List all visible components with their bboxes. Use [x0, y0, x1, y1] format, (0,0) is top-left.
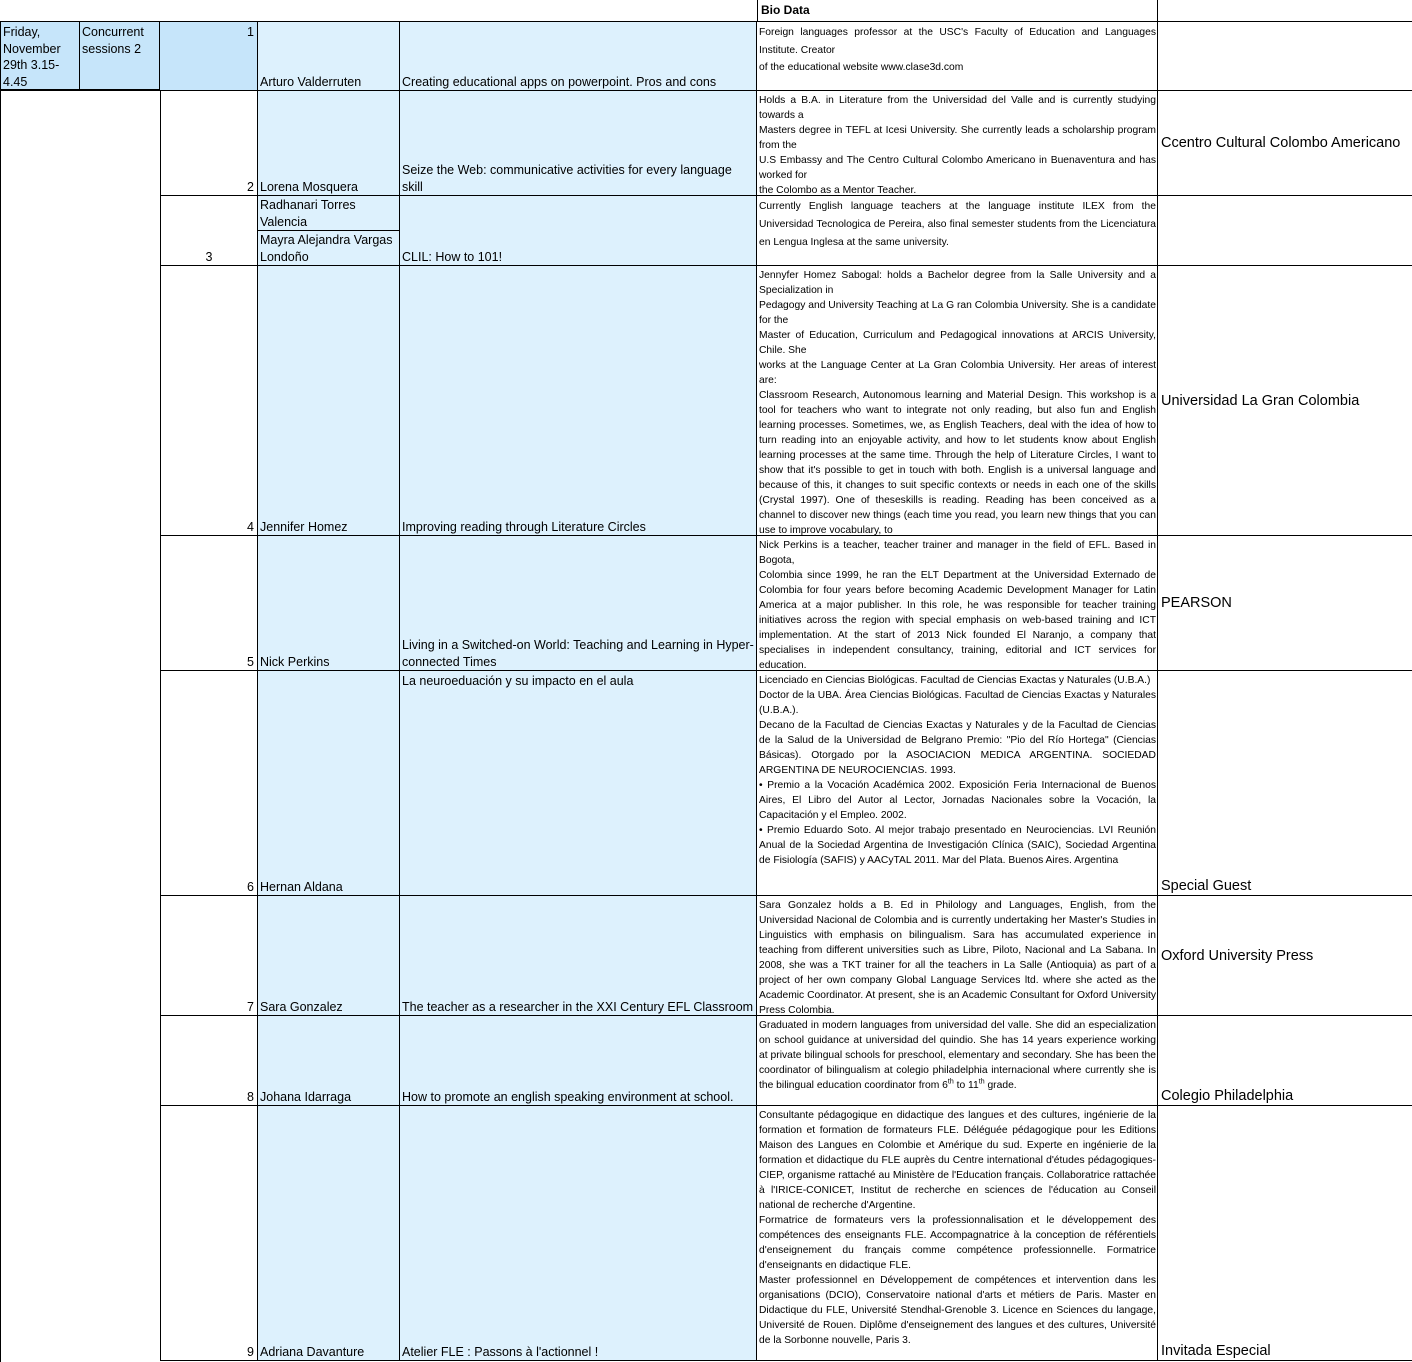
row-number-text: 7: [247, 999, 254, 1014]
session-title-text: Seize the Web: communicative activities for every language skill: [402, 163, 732, 194]
affiliation: [1158, 91, 1412, 196]
session-title: [400, 22, 757, 91]
session-title: [400, 896, 757, 1016]
row-number: [160, 536, 258, 671]
affiliation-text: Special Guest: [1161, 878, 1252, 894]
session-title-text: CLIL: How to 101!: [402, 249, 503, 264]
bio-paragraph: Master professionnel en Développement de compétences et intervention dans les organisations (DCIO), Conservatoire national d'arts et métiers de Paris. Master en Didactique du FLE, Université Stendhal-Grenoble 3. Licence en Sciences du langage, Université de Rouen. Diplôme d'enseignement des langues et des cultures, Université de la Sorbonne nouvelle, Paris 3.: [759, 1275, 1156, 1346]
speaker-name-text: Lorena Mosquera: [260, 179, 358, 194]
speaker-name: [258, 91, 400, 196]
header-blank-right: [1158, 0, 1412, 22]
session-title: [400, 1016, 757, 1106]
speaker-name: [258, 22, 400, 91]
affiliation-text: Colegio Philadelphia: [1161, 1088, 1294, 1104]
bio-paragraph: Master of Education, Curriculum and Pedagogical innovations at ARCIS University, Chile. She: [759, 330, 1156, 356]
bio-paragraph: Licenciado en Ciencias Biológicas. Facultad de Ciencias Exactas y Naturales (U.B.A.): [759, 675, 1151, 686]
session-title-text: Creating educational apps on powerpoint. Pros and cons: [402, 74, 717, 89]
bio-paragraph: Formatrice de formateurs vers la professionnalisation et le développement des compétences des enseignants FLE. Accompagnatrice à la conception de référentiels d'enseignement du français comme compétence professionnelle. Formatrice d'enseignants en didactique FLE.: [759, 1215, 1156, 1271]
session-title: [400, 91, 757, 196]
row-number: [160, 1106, 258, 1361]
bio-paragraph: Currently English language teachers at the language institute ILEX from the Universidad Tecnologica de Pereira, also final semester students from the Licenciatura en Lengua Inglesa at the same university.: [759, 201, 1156, 248]
speaker-name: [258, 896, 400, 1016]
bio-paragraph: Masters degree in TEFL at Icesi University. She currently leads a scholarship program from the: [759, 125, 1156, 151]
affiliation: [1158, 1016, 1412, 1106]
speaker-name-text: Radhanari Torres Valencia: [260, 198, 356, 229]
row-number: [160, 196, 258, 266]
left-border: [0, 91, 1, 1362]
affiliation: [1158, 671, 1412, 896]
row-number-text: 2: [247, 179, 254, 194]
bio-text: [757, 671, 1158, 896]
row-number-text: 4: [247, 519, 254, 534]
bio-paragraph: Classroom Research, Autonomous learning and Material Design. This workshop is a tool for teachers who want to integrate not only reading, but also fun and English learning processes. Sometimes, we, as English Teachers, deal with the idea of how to turn reading into an enjoyable activity, and how to let students know about English learning processes at the same time. Through the help of Literature Circles, I want to show that it's possible to get in touch with both. English is a universal language and because of this, it changes to suit specific contexts or needs in each one of the skills (Crystal 1997). One of theseskills is reading. Reading has been conceived as a channel to discover new things (each time you read, you learn new things that you can use to improve vocabulary, to: [759, 390, 1156, 536]
session-title: [400, 1106, 757, 1361]
session-title-text: Improving reading through Literature Circles: [402, 519, 646, 534]
row-number-text: 5: [247, 654, 254, 669]
session-title: [400, 536, 757, 671]
speaker-name: [258, 1016, 400, 1106]
affiliation: [1158, 896, 1412, 1016]
bio-paragraph: Nick Perkins is a teacher, teacher trainer and manager in the field of EFL. Based in Bogota,: [759, 540, 1156, 566]
speaker-name-text: Hernan Aldana: [260, 879, 343, 894]
bio-data-heading: Bio Data: [757, 0, 1158, 22]
bio-text: [757, 91, 1158, 196]
bio-text-mid: to 11: [953, 1080, 979, 1091]
bio-paragraph: [759, 1018, 1156, 1093]
speaker-name: [258, 266, 400, 536]
bio-text-end: grade.: [984, 1080, 1017, 1091]
row-number-text: 9: [247, 1344, 254, 1359]
speaker-name: [258, 196, 400, 231]
bio-text: [757, 1106, 1158, 1361]
bio-paragraph: Colombia since 1999, he ran the ELT Department at the Universidad Externado de Colombia for four years before becoming Academic Development Manager for Latin America at a major publisher. In this role, he was responsible for teacher training initiatives across the region with special emphasis on web-based training and ICT implementation. At the start of 2013 Nick founded El Naranjo, a company that specialises in independent consultancy, training, editorial and ICT services for education.: [759, 570, 1156, 671]
session-title-text: The teacher as a researcher in the XXI Century EFL Classroom: [402, 999, 754, 1014]
row-number-text: 8: [247, 1089, 254, 1104]
bio-text: [757, 266, 1158, 536]
row-number: [160, 1016, 258, 1106]
bio-paragraph: the Colombo as a Mentor Teacher.: [759, 185, 917, 196]
bio-paragraph: Doctor de la UBA. Área Ciencias Biológicas. Facultad de Ciencias Exactas y Naturales (U.B.A.).: [759, 690, 1156, 716]
affiliation: [1158, 22, 1412, 91]
row-number: [160, 896, 258, 1016]
bio-paragraph: Decano de la Facultad de Ciencias Exactas y Naturales y de la Facultad de Ciencias de la Salud de la Universidad de Belgrano Premio: "Pio del Río Hortega" (Ciencias Básicas). Otorgado por la ASOCIACION MEDICA ARGENTINA. SOCIEDAD ARGENTINA DE NEUROCIENCIAS. 1993.: [759, 720, 1156, 776]
bio-paragraph: Sara Gonzalez holds a B. Ed in Philology and Languages, English, from the Universidad Nacional de Colombia and is currently undertaking her Master's Studies in Linguistics with emphasis on bilingualism. Sara has accumulated experience in teaching from different universities such as Libre, Piloto, Nacional and La Sabana. In 2008, she was a TKT trainer for all the teachers in La Salle (Antioquia) as part of a project of her own company Global Language Services ltd. where she acted as the Academic Coordinator. At present, she is an Academic Consultant for Oxford University Press Colombia.: [759, 900, 1156, 1016]
speaker-name-text: Mayra Alejandra Vargas Londoño: [260, 233, 393, 264]
affiliation: [1158, 1106, 1412, 1361]
bio-text-main: Graduated in modern languages from universidad del valle. She did an especialization on school guidance at universidad del quindio. She has 14 years experience working at private bilingual schools for preschool, elementary and secondary. She has been the coordinator of bilingualism at colegio philadelphia internacional where currently she is the bilingual education coordinator from 6: [759, 1020, 1156, 1091]
speaker-name-text: Arturo Valderruten: [260, 74, 362, 89]
row-number-text: 3: [205, 249, 213, 264]
session-label: Concurrent sessions 2: [80, 22, 160, 91]
speaker-name-text: Johana Idarraga: [260, 1089, 352, 1104]
bio-paragraph: Pedagogy and University Teaching at La G ran Colombia University. She is a candidate for the: [759, 300, 1156, 326]
bio-paragraph: • Premio a la Vocación Académica 2002. Exposición Feria Internacional de Buenos Aires, El Libro del Autor al Lector, Jornadas Nacionales sobre la Vocación, la Capacitación y el Empleo. 2002.: [759, 780, 1156, 821]
affiliation-text: Universidad La Gran Colombia: [1161, 392, 1360, 409]
bio-paragraph: U.S Embassy and The Centro Cultural Colombo Americano in Buenaventura and has worked for: [759, 155, 1156, 181]
speaker-name-text: Adriana Davanture: [260, 1344, 365, 1359]
row-number: [160, 671, 258, 896]
bio-text: [757, 196, 1158, 266]
bio-paragraph: of the educational website www.clase3d.com: [759, 62, 964, 73]
affiliation: [1158, 196, 1412, 266]
bio-text: [757, 896, 1158, 1016]
session-day: Friday, November 29th 3.15-4.45: [0, 22, 80, 91]
bio-paragraph: Consultante pédagogique en didactique des langues et des cultures, ingénierie de la formation et formation de formateurs FLE. Déléguée pédagogique pour les Editions Maison des Langues en Colombie et Amérique du sud. Experte en ingénierie de la formation et didactique du FLE auprès du Centre international d'études pédagogiques-CIEP, organisme rattaché au Ministère de l'Education français. Collaboratrice rattachée à l'IRICE-CONICET, Institut de recherche en sciences de l'éducation au Conseil national de recherche d'Argentine.: [759, 1110, 1156, 1211]
speaker-name-text: Sara Gonzalez: [260, 999, 343, 1014]
row-number: 1: [160, 22, 258, 91]
speaker-name: [258, 1106, 400, 1361]
session-title: La neuroeduación y su impacto en el aula: [400, 671, 757, 896]
session-title-text: How to promote an english speaking environment at school.: [402, 1089, 734, 1104]
row-number: [160, 91, 258, 196]
bio-superscript: th: [978, 1078, 985, 1086]
bio-paragraph: Jennyfer Homez Sabogal: holds a Bachelor degree from la Salle University and a Specialization in: [759, 270, 1156, 296]
header-blank: [0, 0, 757, 22]
session-title-text: Living in a Switched-on World: Teaching and Learning in Hyper-connected Times: [402, 638, 754, 669]
speaker-name-text: Nick Perkins: [260, 654, 330, 669]
session-title: [400, 196, 757, 266]
affiliation: [1158, 536, 1412, 671]
affiliation: [1158, 266, 1412, 536]
session-title: [400, 266, 757, 536]
affiliation-text: Ccentro Cultural Colombo Americano: [1161, 135, 1401, 151]
bio-paragraph: Holds a B.A. in Literature from the Universidad del Valle and is currently studying towards a: [759, 95, 1156, 121]
speaker-name: [258, 671, 400, 896]
speaker-name-text: Jennifer Homez: [260, 519, 348, 534]
bio-text: [757, 536, 1158, 671]
session-title-text: Atelier FLE : Passons à l'actionnel !: [402, 1344, 599, 1359]
affiliation-text: PEARSON: [1161, 595, 1232, 611]
row-number: [160, 266, 258, 536]
bio-paragraph: Foreign languages professor at the USC's Faculty of Education and Languages Institute. Creator: [759, 27, 1156, 56]
bio-text: [757, 1016, 1158, 1106]
bio-superscript: th: [947, 1078, 954, 1086]
affiliation-text: Oxford University Press: [1161, 947, 1314, 964]
speaker-name: [258, 536, 400, 671]
affiliation-text: Invitada Especial: [1161, 1343, 1271, 1359]
bio-paragraph: works at the Language Center at La Gran Colombia University. Her areas of interest are:: [759, 360, 1156, 386]
bio-text: [757, 22, 1158, 91]
bio-paragraph: • Premio Eduardo Soto. Al mejor trabajo presentado en Neurociencias. LVI Reunión Anual de la Sociedad Argentina de Investigación Clínica (SAIC), Sociedad Argentina de Fisiología (SAFIS) y AACyTAL 2011. Mar del Plata. Buenos Aires. Argentina: [759, 825, 1156, 866]
row-number-text: 6: [247, 879, 254, 894]
speaker-name-second: [258, 231, 400, 266]
